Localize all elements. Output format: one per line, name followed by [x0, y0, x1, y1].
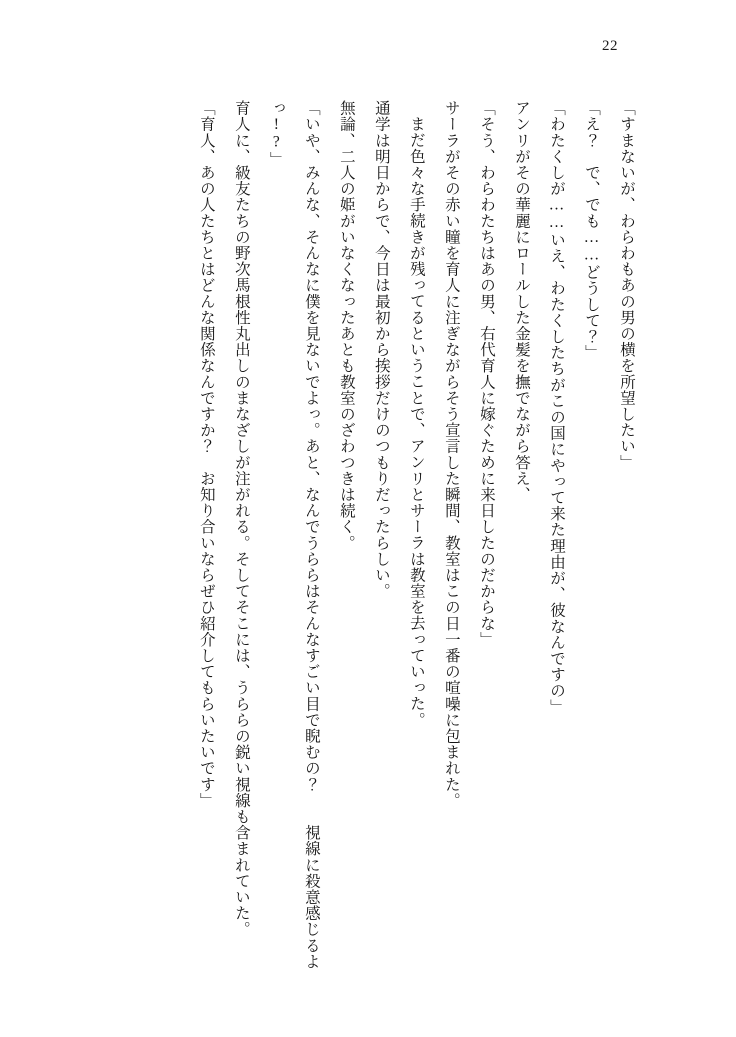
paragraph: サーラがその赤い瞳を育人に注ぎながらそう宣言した瞬間、教室はこの日一番の喧噪に包まれた。: [442, 100, 460, 809]
page-number: 22: [602, 38, 618, 54]
paragraph: 「すまないが、わらわもあの男の横を所望したい」: [618, 100, 635, 471]
paragraph: 「いや、みんな、そんなに僕を見ないでよっ。あと、なんでうららはそんなすごい目で睨むの？ 視線に殺意感じるよっ!?」: [267, 100, 320, 970]
paragraph: 育人に、級友たちの野次馬根性丸出しのまなざしが注がれる。そしてそこには、うららの鋭い視線も含まれていた。: [232, 100, 250, 938]
paragraph: まだ色々な手続きが残ってるということで、アンリとサーラは教室を去っていった。: [407, 115, 425, 728]
paragraph: 「育人、あの人たちとはどんな関係なんですか？ お知り合いならぜひ紹介してもらいたいです」: [197, 100, 215, 809]
paragraph: アンリがその華麗にロールした金髪を撫でながら答え、: [512, 100, 530, 503]
paragraph: 無論、二人の姫がいなくなったあとも教室のざわつきは続く。: [337, 100, 355, 551]
paragraph: 「え？ で、でも……どうして？」: [582, 100, 600, 361]
paragraph: 「そう、わらわたちはあの男、右代育人に嫁ぐために来日したのだからな」: [477, 100, 495, 648]
page-text-body: [96, 100, 644, 977]
paragraph: 通学は明日からで、今日は最初から挨拶だけのつもりだったらしい。: [372, 100, 390, 600]
paragraph: 「わたくしが……いえ、わたくしたちがこの国にやって来た理由が、彼なんですの」: [547, 100, 565, 715]
